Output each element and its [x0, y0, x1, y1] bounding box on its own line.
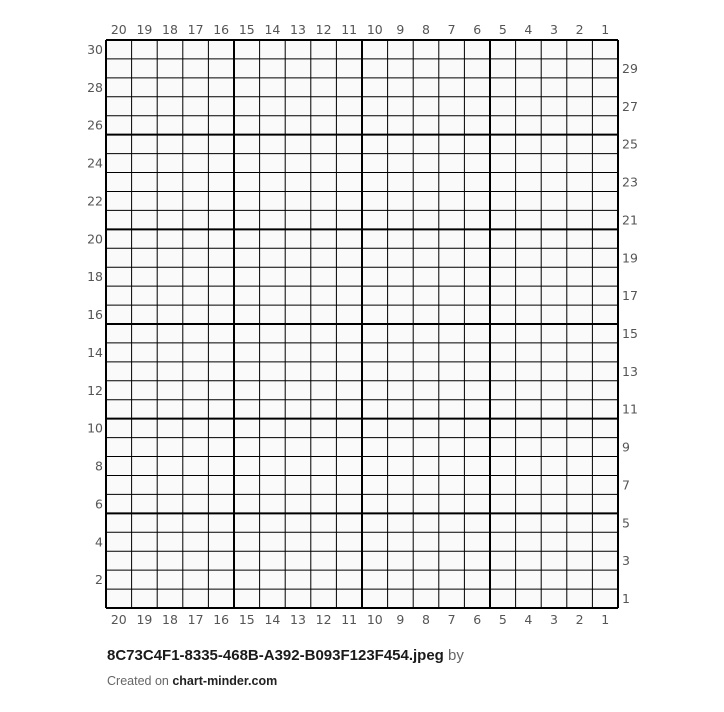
- column-label-top: 14: [264, 22, 281, 37]
- column-label-bottom: 1: [601, 612, 610, 627]
- credit-line: [107, 674, 277, 688]
- row-label-left: 20: [87, 231, 103, 247]
- column-label-top: 8: [422, 22, 430, 37]
- column-label-top: 2: [575, 22, 584, 37]
- row-label-right: 3: [622, 553, 630, 569]
- row-label-left: 14: [87, 344, 103, 360]
- column-label-top: 5: [498, 22, 507, 37]
- row-label-left: 28: [87, 79, 103, 95]
- column-label-top: 20: [110, 22, 127, 37]
- column-label-bottom: 12: [315, 612, 332, 627]
- row-label-right: 27: [622, 98, 638, 114]
- column-label-bottom: 16: [213, 612, 230, 627]
- row-label-left: 12: [87, 382, 103, 398]
- column-label-bottom: 18: [162, 612, 178, 627]
- column-label-top: 11: [341, 22, 358, 37]
- row-label-right: 9: [622, 439, 630, 455]
- row-label-left: 24: [87, 155, 103, 171]
- column-label-bottom: 14: [264, 612, 281, 627]
- row-label-right: 25: [622, 136, 638, 152]
- created-on-label: Created on: [107, 674, 169, 688]
- caption-by: by: [448, 647, 464, 664]
- row-label-right: 1: [622, 591, 630, 607]
- column-label-bottom: 7: [447, 612, 456, 627]
- column-label-bottom: 6: [473, 612, 482, 627]
- column-label-bottom: 20: [110, 612, 127, 627]
- row-label-right: 23: [622, 174, 638, 190]
- row-label-right: 21: [622, 212, 638, 228]
- column-label-top: 6: [473, 22, 482, 37]
- column-label-bottom: 13: [290, 612, 306, 627]
- row-label-left: 4: [95, 534, 103, 550]
- column-label-top: 1: [601, 22, 610, 37]
- row-label-left: 10: [87, 420, 103, 436]
- column-label-top: 16: [213, 22, 230, 37]
- row-label-right: 17: [622, 288, 638, 304]
- column-label-top: 7: [447, 22, 456, 37]
- row-label-left: 18: [87, 269, 103, 285]
- column-label-top: 15: [238, 22, 255, 37]
- row-label-left: 2: [95, 572, 103, 588]
- row-label-right: 19: [622, 250, 638, 266]
- row-label-right: 7: [622, 477, 630, 493]
- column-label-top: 10: [366, 22, 383, 37]
- row-label-left: 22: [87, 193, 103, 209]
- row-label-right: 15: [622, 326, 638, 341]
- column-label-top: 12: [315, 22, 332, 37]
- column-label-top: 9: [396, 22, 405, 37]
- column-label-top: 18: [162, 22, 178, 37]
- column-label-top: 13: [290, 22, 306, 37]
- column-label-bottom: 5: [498, 612, 507, 627]
- column-label-top: 17: [187, 22, 204, 37]
- column-label-bottom: 2: [575, 612, 584, 627]
- row-label-right: 13: [622, 363, 638, 379]
- column-label-bottom: 10: [366, 612, 383, 627]
- column-label-top: 4: [524, 22, 533, 37]
- column-label-top: 3: [550, 22, 558, 37]
- column-label-bottom: 3: [550, 612, 558, 627]
- row-label-left: 30: [87, 42, 103, 57]
- column-label-bottom: 17: [187, 612, 204, 627]
- row-label-right: 11: [622, 401, 638, 417]
- column-label-bottom: 8: [422, 612, 430, 627]
- row-label-left: 8: [95, 458, 103, 474]
- row-label-right: 5: [622, 515, 630, 531]
- column-label-bottom: 9: [396, 612, 405, 627]
- column-label-bottom: 11: [341, 612, 358, 627]
- column-label-bottom: 19: [136, 612, 153, 627]
- column-label-bottom: 15: [238, 612, 255, 627]
- row-label-left: 16: [87, 307, 103, 323]
- column-label-top: 19: [136, 22, 153, 37]
- column-label-bottom: 4: [524, 612, 533, 627]
- site-link[interactable]: chart-minder.com: [172, 674, 278, 688]
- row-label-left: 6: [95, 496, 103, 512]
- row-label-left: 26: [87, 117, 103, 133]
- row-label-right: 29: [622, 60, 638, 76]
- chart-filename: 8C73C4F1-8335-468B-A392-B093F123F454.jpeg: [107, 647, 444, 664]
- chart-caption: [107, 647, 464, 664]
